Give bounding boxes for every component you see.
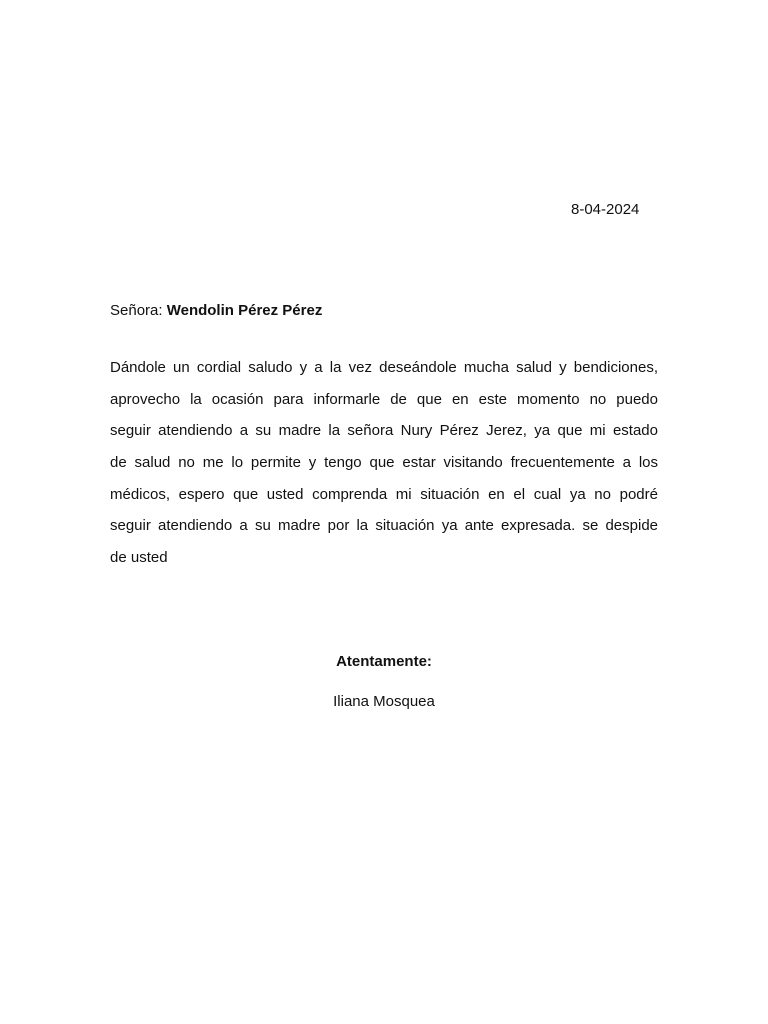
closing-salutation: Atentamente: <box>336 653 432 670</box>
body-line: médicos, espero que usted comprenda mi situación en el cual ya no podré <box>110 485 658 503</box>
body-line: seguir atendiendo a su madre por la situación ya ante expresada. se despide <box>110 517 658 535</box>
body-line: aprovecho la ocasión para informarle de que en este momento no puedo <box>110 390 658 408</box>
body-line: Dándole un cordial saludo y a la vez deseándole mucha salud y bendiciones, <box>110 359 658 376</box>
body-line: de salud no me lo permite y tengo que estar visitando frecuentemente a los <box>110 454 658 472</box>
body-line: seguir atendiendo a su madre la señora Nury Pérez Jerez, ya que mi estado <box>110 422 658 440</box>
recipient-name: Wendolin Pérez Pérez <box>166 302 323 319</box>
body-line: de usted <box>110 549 168 567</box>
recipient-label: Señora: <box>110 302 163 319</box>
signature-name: Iliana Mosquea <box>333 693 435 710</box>
letter-date: 8-04-2024 <box>571 201 640 218</box>
recipient-line <box>110 301 322 321</box>
letter-body <box>110 352 658 574</box>
